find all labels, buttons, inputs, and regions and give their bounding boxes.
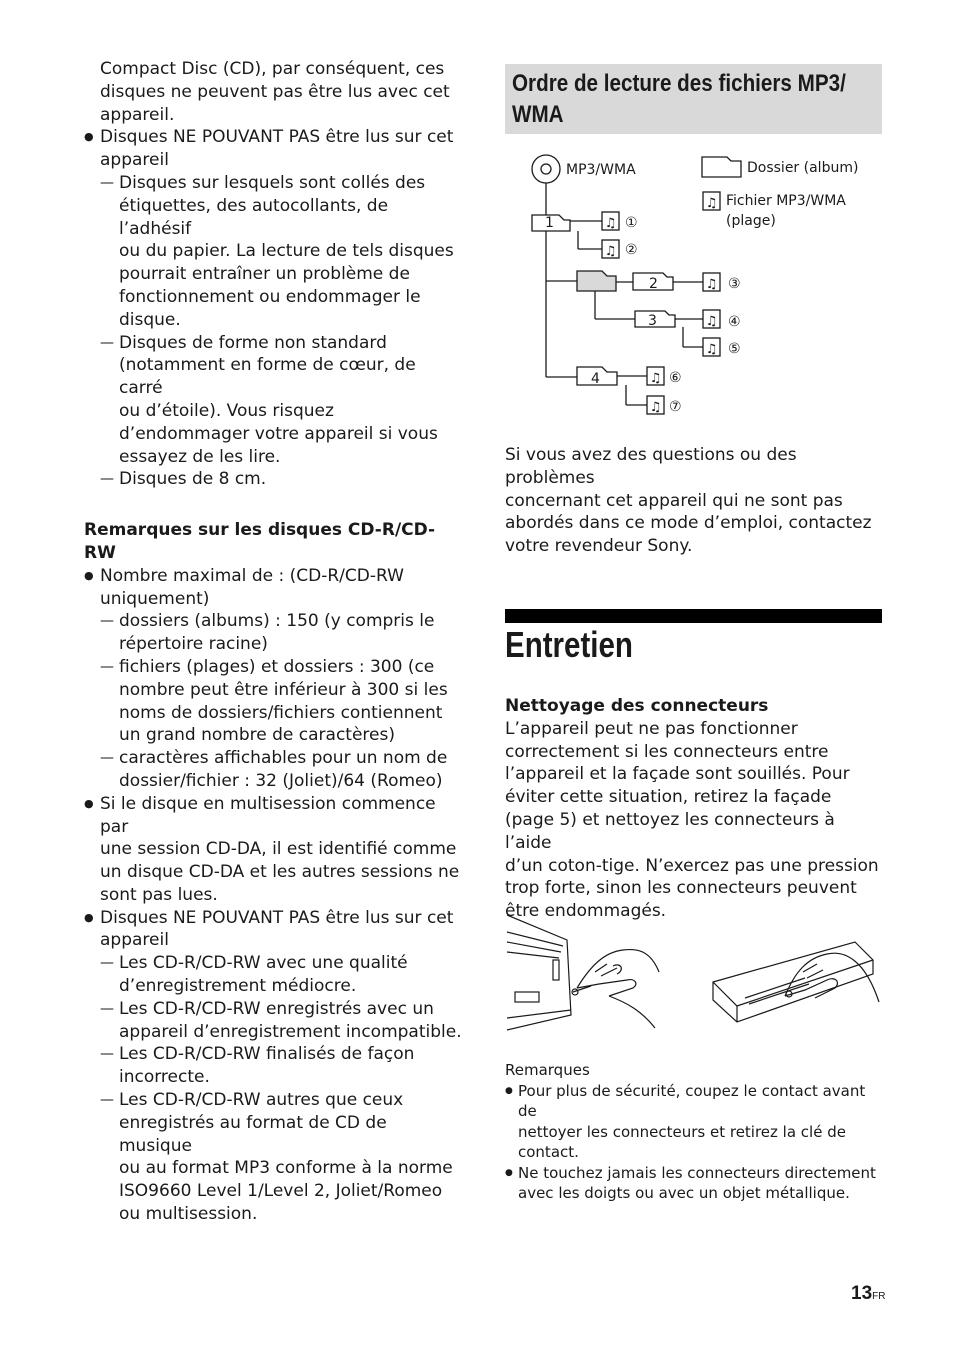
- bullet-unplayable-discs: ● Disques NE POUVANT PAS être lus sur cet appareil: [84, 126, 464, 172]
- bullet-max-number: ● Nombre maximal de : (CD-R/CD-RW uniquement): [84, 565, 464, 611]
- folder-label-3: 3: [648, 313, 657, 329]
- note-item-1: ● Pour plus de sécurité, coupez le contact avant de nettoyer les connecteurs et retirez la clé de contact.: [505, 1081, 885, 1163]
- track-label-1: ①: [625, 215, 638, 231]
- section-rule: [505, 609, 882, 623]
- track-label-4: ④: [728, 314, 741, 330]
- dash-item-finalized: — Les CD-R/CD-RW finalisés de façon incorrecte.: [84, 1043, 464, 1089]
- legend-file-label-1: Fichier MP3/WMA: [726, 193, 846, 209]
- music-note-icon: ♫: [705, 277, 718, 292]
- legend-folder-label: Dossier (album): [747, 160, 859, 176]
- section-title: Entretien: [505, 624, 633, 665]
- dash-item-shape: — Disques de forme non standard (notamment en forme de cœur, de carré ou d’étoile). Vous risquez d’endommager votre appareil si vous essayez de les lire.: [84, 332, 464, 469]
- page-number: 13FR: [851, 1283, 886, 1304]
- bullet-unplayable-cdr: ● Disques NE POUVANT PAS être lus sur cet appareil: [84, 907, 464, 953]
- notes-section: [505, 1060, 885, 1204]
- cdr-heading: Remarques sur les disques CD-R/CD-RW: [84, 520, 436, 563]
- left-column: [84, 58, 464, 1226]
- dash-item-8cm: — Disques de 8 cm.: [84, 468, 464, 491]
- folder-label-1: 1: [545, 215, 554, 231]
- music-note-icon: ♫: [705, 314, 718, 329]
- disc-icon: [532, 155, 560, 183]
- cleaning-paragraph: L’appareil peut ne pas fonctionner correctement si les connecteurs entre l’appareil et la façade sont souillés. Pour éviter cette situation, retirez la façade (page 5) et nettoyez les connecteurs à l’aide d’un coton-tige. N’exercez pas une pression trop forte, sinon les connecteurs peuvent être endommagés.: [505, 718, 879, 922]
- dash-item-format: — Les CD-R/CD-RW autres que ceux enregistrés au format de CD de musique ou au format MP3 conforme à la norme ISO9660 Level 1/Level 2, Joliet/Romeo ou multisession.: [84, 1089, 464, 1226]
- dash-item-quality: — Les CD-R/CD-RW avec une qualité d’enregistrement médiocre.: [84, 952, 464, 998]
- music-note-icon: ♫: [604, 244, 617, 259]
- root-label: MP3/WMA: [566, 162, 636, 178]
- track-label-3: ③: [728, 276, 741, 292]
- legend-folder-icon: [702, 157, 741, 177]
- dash-item-files: — fichiers (plages) et dossiers : 300 (ce nombre peut être inférieur à 300 si les noms de dossiers/fichiers contiennent un grand nombre de caractères): [84, 656, 464, 747]
- music-note-icon: ♫: [649, 400, 662, 415]
- intro-paragraph: Compact Disc (CD), par conséquent, ces disques ne peuvent pas être lus avec cet appareil.: [100, 59, 450, 125]
- note-item-2: ● Ne touchez jamais les connecteurs directement avec les doigts ou avec un objet métallique.: [505, 1163, 885, 1204]
- notes-heading: Remarques: [505, 1061, 590, 1079]
- cleaning-heading: Nettoyage des connecteurs: [505, 696, 769, 716]
- folder-icon-unnamed: [577, 271, 616, 291]
- music-note-icon: ♫: [604, 216, 617, 231]
- music-note-icon: ♫: [649, 371, 662, 386]
- music-note-icon: ♫: [705, 342, 718, 357]
- playback-order-heading: Ordre de lecture des fichiers MP3/ WMA: [505, 64, 882, 134]
- dash-item-labels: — Disques sur lesquels sont collés des étiquettes, des autocollants, de l’adhésif ou du papier. La lecture de tels disques pourrait entraîner un problème de fonctionnement ou endommager le disque.: [84, 172, 464, 332]
- bullet-multisession: ● Si le disque en multisession commence par une session CD-DA, il est identifié comme un disque CD-DA et les autres sessions ne sont pas lues.: [84, 793, 464, 907]
- track-label-6: ⑥: [669, 370, 682, 386]
- contact-paragraph: Si vous avez des questions ou des problèmes concernant cet appareil qui ne sont pas abordés dans ce mode d’emploi, contactez votre revendeur Sony.: [505, 445, 872, 557]
- cleaning-illustration: [505, 910, 885, 1035]
- track-label-5: ⑤: [728, 341, 741, 357]
- folder-tree-diagram: [505, 145, 885, 425]
- music-note-icon: ♫: [705, 196, 718, 211]
- track-label-7: ⑦: [669, 399, 682, 415]
- cleaning-section: [505, 695, 885, 923]
- dash-item-folders: — dossiers (albums) : 150 (y compris le répertoire racine): [84, 610, 464, 656]
- folder-label-2: 2: [649, 276, 658, 292]
- dash-item-incompatible: — Les CD-R/CD-RW enregistrés avec un appareil d’enregistrement incompatible.: [84, 998, 464, 1044]
- folder-label-4: 4: [591, 371, 600, 387]
- legend-file-label-2: (plage): [726, 213, 776, 229]
- dash-item-characters: — caractères affichables pour un nom de dossier/fichier : 32 (Joliet)/64 (Romeo): [84, 747, 464, 793]
- track-label-2: ②: [625, 242, 638, 258]
